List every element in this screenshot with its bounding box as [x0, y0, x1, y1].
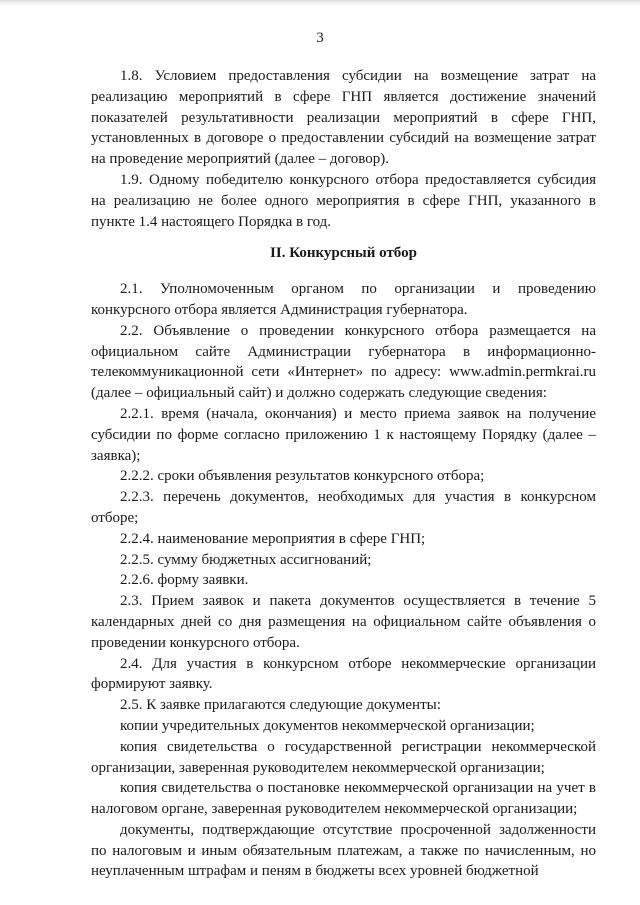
paragraph-2-5: 2.5. К заявке прилагаются следующие документы: — [120, 697, 441, 714]
paragraph-2-2: 2.2. Объявление о проведении конкурсного отбора размещается на официальном сайте Администрации губернатора в информационно-телекоммуникационной сети «Интернет» по адресу: www.admin.permkrai.ru (далее – официальный сайт) и должно содержать следующие сведения: — [91, 322, 596, 402]
list-item-tax-registration: копия свидетельства о постановке некоммерческой организации на учет в налоговом органе, заверенная руководителем некоммерческой организации; — [91, 780, 596, 818]
page-number: 3 — [316, 30, 324, 46]
paragraph-1-8: 1.8. Условием предоставления субсидии на возмещение затрат на реализацию мероприятий в сфере ГНП является достижение значений показателей результативности реализации мероприятий в сфере ГНП, установленных в договоре о предоставлении субсидий на возмещение затрат на проведение мероприятий (далее – договор). — [91, 68, 596, 168]
paragraph-2-2-3: 2.2.3. перечень документов, необходимых для участия в конкурсном отборе; — [91, 489, 596, 526]
paragraph-1-9: 1.9. Одному победителю конкурсного отбора предоставляется субсидия на реализацию не более одного мероприятия в сфере ГНП, указанного в пункте 1.4 настоящего Порядка в год. — [91, 171, 596, 230]
paragraph-2-2-6: 2.2.6. форму заявки. — [120, 572, 249, 589]
paragraph-2-3: 2.3. Прием заявок и пакета документов осуществляется в течение 5 календарных дней со дня размещения на официальном сайте объявления о проведении конкурсного отбора. — [91, 593, 596, 651]
section-heading: II. Конкурсный отбор — [270, 245, 417, 262]
list-item-charter-copies: копии учредительных документов некоммерческой организации; — [120, 717, 535, 734]
paragraph-2-2-5: 2.2.5. сумму бюджетных ассигнований; — [120, 551, 372, 568]
paragraph-2-1: 2.1. Уполномоченным органом по организации и проведению конкурсного отбора является Администрация губернатора. — [91, 281, 596, 318]
paragraph-2-2-2: 2.2.2. сроки объявления результатов конкурсного отбора; — [120, 468, 485, 485]
scan-edge — [0, 0, 640, 6]
list-item-registration-certificate: копия свидетельства о государственной регистрации некоммерческой организации, заверенная руководителем некоммерческой организации; — [91, 738, 596, 776]
document-body — [91, 66, 596, 882]
paragraph-2-2-1: 2.2.1. время (начала, окончания) и место приема заявок на получение субсидии по форме согласно приложению 1 к настоящему Порядку (далее – заявка); — [91, 405, 596, 464]
list-item-no-debt-documents: документы, подтверждающие отсутствие просроченной задолженности по налоговым и иным обязательным платежам, а также по начисленным, но неуплаченным штрафам и пеням в бюджеты всех уровней бюджетной — [91, 821, 596, 880]
paragraph-2-2-4: 2.2.4. наименование мероприятия в сфере ГНП; — [120, 530, 426, 547]
paragraph-2-4: 2.4. Для участия в конкурсном отборе некоммерческие организации формируют заявку. — [91, 655, 596, 693]
